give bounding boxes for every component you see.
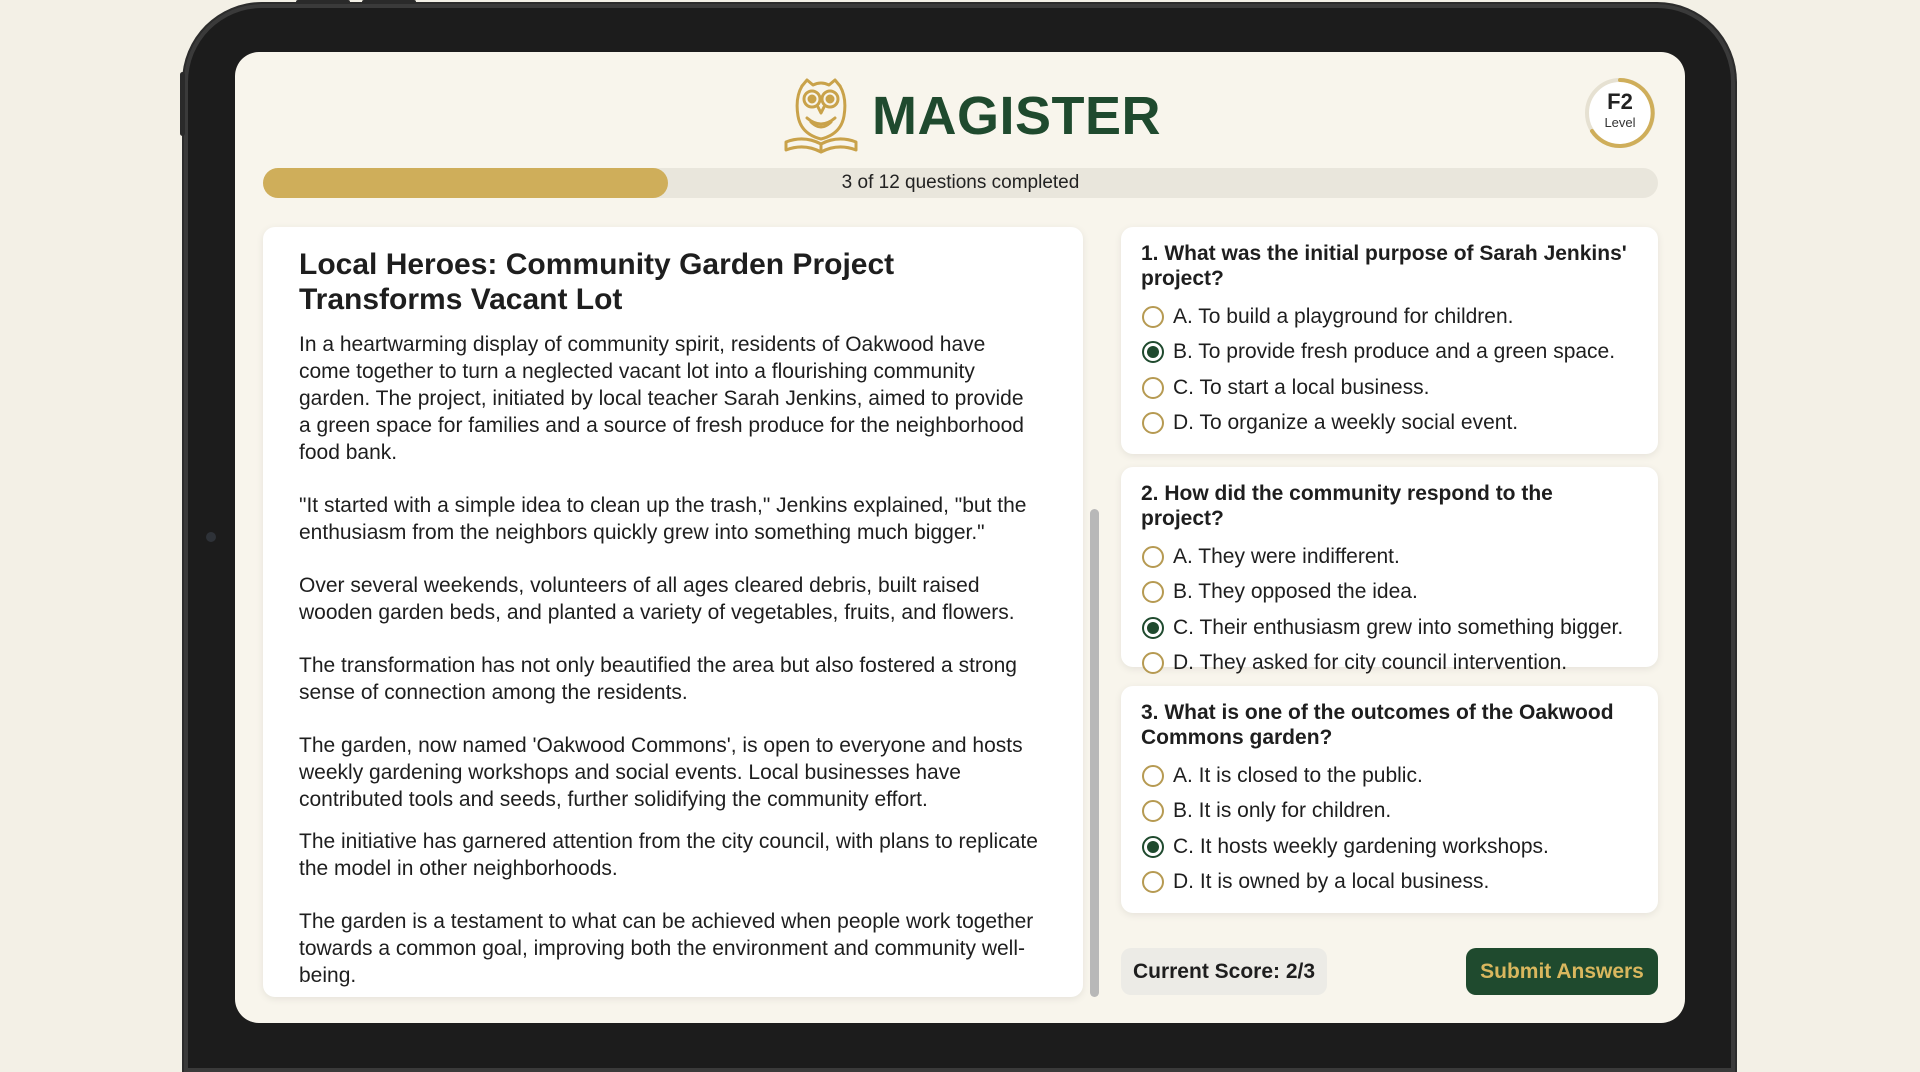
level-badge — [1583, 76, 1657, 150]
level-code: F2 — [1607, 89, 1633, 114]
option-label: C. To start a local business. — [1173, 375, 1430, 399]
answer-option[interactable] — [1141, 370, 1638, 406]
option-label: B. They opposed the idea. — [1173, 580, 1418, 604]
option-label: D. To organize a weekly social event. — [1173, 411, 1519, 435]
answer-option[interactable] — [1141, 829, 1638, 865]
progress-label: 3 of 12 questions completed — [841, 172, 1080, 193]
answer-option[interactable] — [1141, 299, 1638, 335]
owl-on-book-icon — [780, 72, 862, 160]
answer-option[interactable] — [1141, 794, 1638, 830]
article-paragraph: The initiative has garnered attention from the city council, with plans to replicate the model in other neighborhoods. — [299, 830, 1038, 880]
answer-option[interactable] — [1141, 406, 1638, 442]
tablet-volume-button — [296, 0, 350, 4]
option-label: A. They were indifferent. — [1173, 544, 1400, 568]
radio-unchecked-icon[interactable] — [1142, 765, 1164, 787]
article-card — [263, 227, 1083, 997]
option-label: D. They asked for city council intervention. — [1173, 651, 1568, 675]
article-paragraph: The transformation has not only beautified the area but also fostered a strong sense of connection among the residents. — [299, 654, 1017, 704]
tablet-side-button — [180, 72, 185, 136]
question-card-1 — [1121, 227, 1658, 454]
radio-checked-icon[interactable] — [1142, 617, 1164, 639]
answer-option[interactable] — [1141, 646, 1638, 682]
level-label: Level — [1604, 115, 1636, 130]
answer-option[interactable] — [1141, 610, 1638, 646]
question-text: 1. What was the initial purpose of Sarah Jenkins' project? — [1141, 242, 1627, 290]
article-scrollbar[interactable] — [1090, 509, 1099, 997]
answer-option[interactable] — [1141, 575, 1638, 611]
article-paragraph: In a heartwarming display of community spirit, residents of Oakwood have come together to turn a neglected vacant lot into a flourishing community garden. The project, initiated by local teacher Sarah Jenkins, aimed to provide a green space for families and a source of fresh produce for the neighborhood food bank. — [299, 333, 1024, 464]
answer-option[interactable] — [1141, 539, 1638, 575]
radio-checked-icon[interactable] — [1142, 341, 1164, 363]
answer-option[interactable] — [1141, 335, 1638, 371]
tablet-camera — [206, 532, 216, 542]
question-text: 2. How did the community respond to the project? — [1141, 482, 1553, 530]
radio-unchecked-icon[interactable] — [1142, 377, 1164, 399]
app-screen — [235, 52, 1685, 1023]
submit-answers-button[interactable]: Submit Answers — [1466, 948, 1658, 995]
article-title: Local Heroes: Community Garden Project Transforms Vacant Lot — [299, 248, 895, 316]
question-text: 3. What is one of the outcomes of the Oakwood Commons garden? — [1141, 701, 1614, 749]
radio-unchecked-icon[interactable] — [1142, 412, 1164, 434]
option-label: B. To provide fresh produce and a green space. — [1173, 340, 1616, 364]
article-paragraph: Over several weekends, volunteers of all ages cleared debris, built raised wooden garden beds, and planted a variety of vegetables, fruits, and flowers. — [299, 574, 1015, 624]
radio-unchecked-icon[interactable] — [1142, 652, 1164, 674]
radio-checked-icon[interactable] — [1142, 836, 1164, 858]
option-label: B. It is only for children. — [1173, 799, 1392, 823]
option-label: C. It hosts weekly gardening workshops. — [1173, 834, 1549, 858]
app-title: MAGISTER — [872, 86, 1162, 146]
option-label: C. Their enthusiasm grew into something bigger. — [1173, 615, 1624, 639]
article-paragraph: "It started with a simple idea to clean up the trash," Jenkins explained, "but the enthusiasm from the neighbors quickly grew into something much bigger." — [299, 494, 1027, 544]
progress-bar — [263, 168, 1658, 198]
question-card-2 — [1121, 467, 1658, 675]
option-label: A. It is closed to the public. — [1173, 763, 1423, 787]
option-label: A. To build a playground for children. — [1173, 304, 1514, 328]
current-score: Current Score: 2/3 — [1121, 948, 1327, 995]
question-card-3 — [1121, 686, 1658, 913]
radio-unchecked-icon[interactable] — [1142, 871, 1164, 893]
option-label: D. It is owned by a local business. — [1173, 870, 1490, 894]
article-paragraph: The garden is a testament to what can be achieved when people work together towards a common goal, improving both the environment and community well-being. — [299, 910, 1034, 987]
radio-unchecked-icon[interactable] — [1142, 306, 1164, 328]
answer-option[interactable] — [1141, 758, 1638, 794]
tablet-power-button — [362, 0, 416, 4]
radio-unchecked-icon[interactable] — [1142, 581, 1164, 603]
app-logo[interactable] — [780, 72, 1161, 160]
article-body — [299, 331, 1039, 989]
article-paragraph: The garden, now named 'Oakwood Commons', is open to everyone and hosts weekly gardening workshops and social events. Local businesses have contributed tools and seeds, further solidifying the community effort. — [299, 734, 1023, 811]
radio-unchecked-icon[interactable] — [1142, 546, 1164, 568]
answer-option[interactable] — [1141, 865, 1638, 901]
radio-unchecked-icon[interactable] — [1142, 800, 1164, 822]
